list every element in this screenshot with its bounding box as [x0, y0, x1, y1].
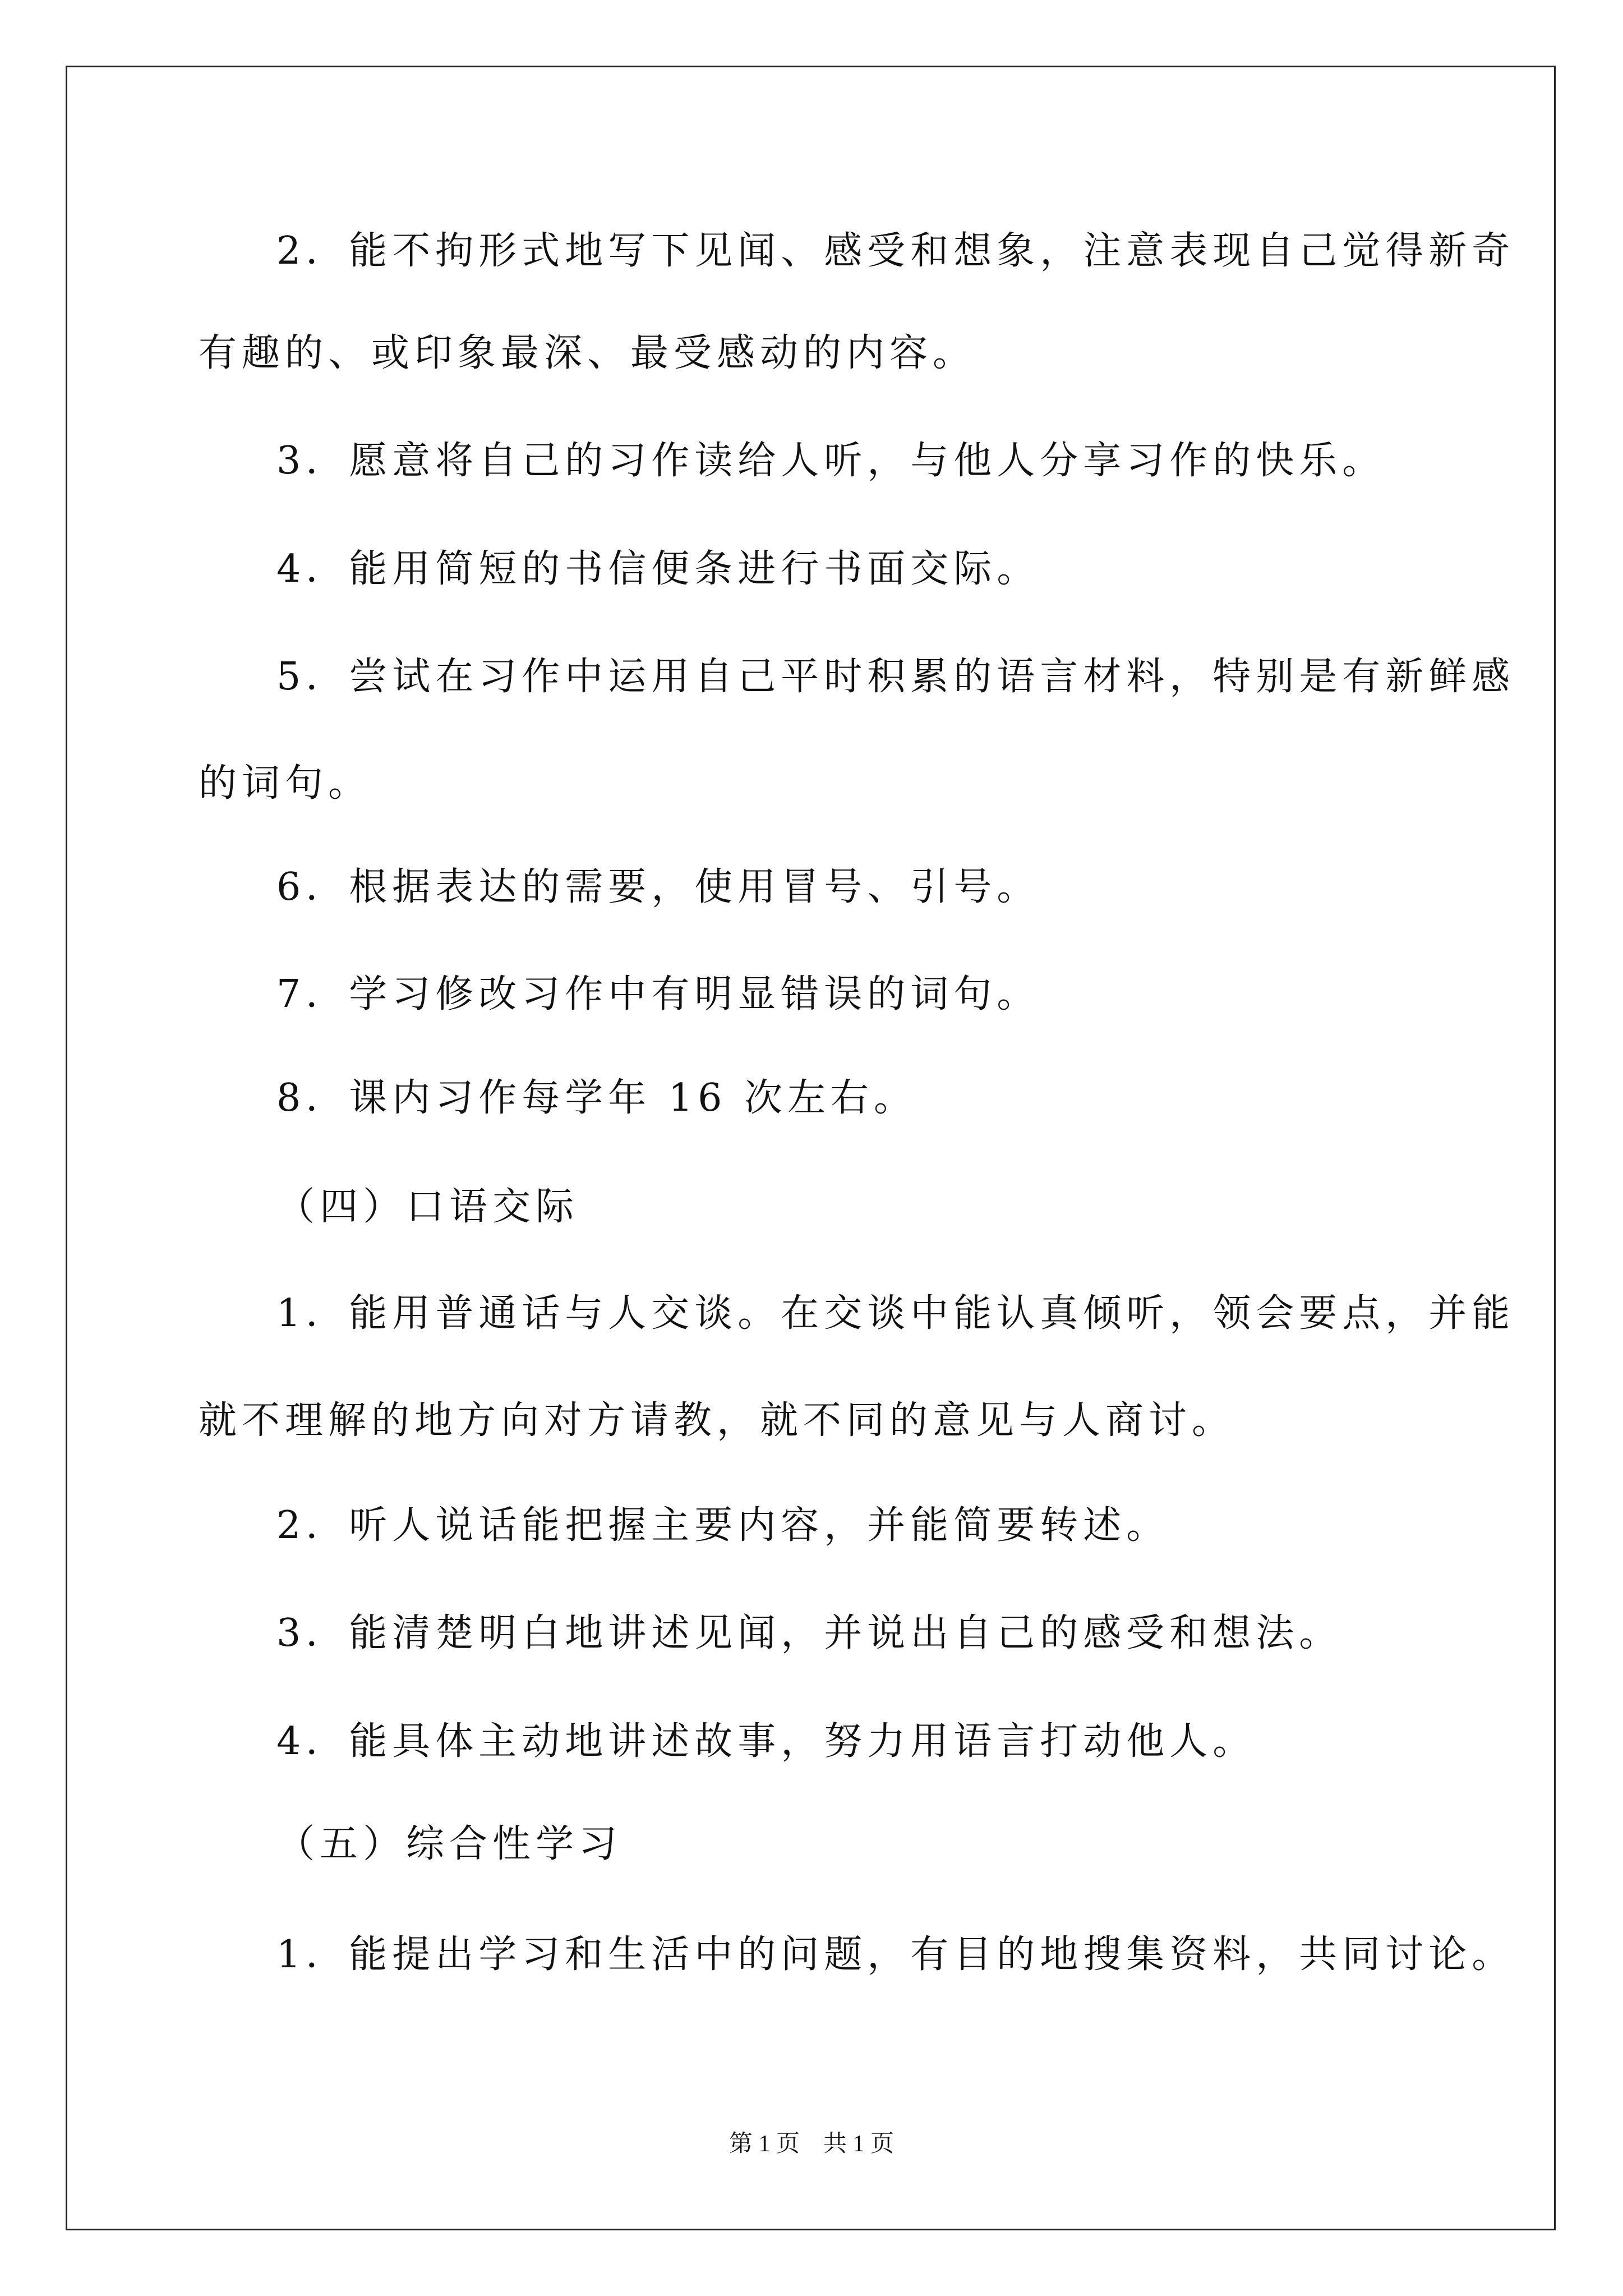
list-item-7: 7．学习修改习作中有明显错误的词句。	[276, 972, 1040, 1016]
section-heading-oral-communication: （四）口语交际	[276, 1185, 579, 1229]
list-item-5: 5．尝试在习作中运用自己平时积累的语言材料，特别是有新鲜感	[276, 655, 1515, 699]
oral-item-1: 1．能用普通话与人交谈。在交谈中能认真倾听，领会要点，并能	[276, 1291, 1515, 1336]
page-border	[66, 66, 1556, 2230]
comprehensive-item-1: 1．能提出学习和生活中的问题，有目的地搜集资料，共同讨论。	[276, 1932, 1515, 1977]
list-item-8: 8．课内习作每学年 16 次左右。	[276, 1076, 917, 1120]
oral-item-4: 4．能具体主动地讲述故事，努力用语言打动他人。	[276, 1719, 1256, 1764]
page-footer: 第 1 页 共 1 页	[728, 2131, 894, 2157]
oral-item-1-continued: 就不理解的地方向对方请教，就不同的意见与人商讨。	[199, 1398, 1235, 1443]
list-item-4: 4．能用简短的书信便条进行书面交际。	[276, 547, 1040, 591]
list-item-2-continued: 有趣的、或印象最深、最受感动的内容。	[199, 331, 976, 375]
list-item-3: 3．愿意将自己的习作读给人听，与他人分享习作的快乐。	[276, 439, 1386, 483]
oral-item-2: 2．听人说话能把握主要内容，并能简要转述。	[276, 1503, 1170, 1548]
section-heading-comprehensive-learning: （五）综合性学习	[276, 1822, 623, 1866]
list-item-5-continued: 的词句。	[199, 761, 372, 806]
list-item-6: 6．根据表达的需要，使用冒号、引号。	[276, 865, 1040, 909]
list-item-2: 2．能不拘形式地写下见闻、感受和想象，注意表现自己觉得新奇	[276, 229, 1515, 273]
oral-item-3: 3．能清楚明白地讲述见闻，并说出自己的感受和想法。	[276, 1611, 1343, 1655]
